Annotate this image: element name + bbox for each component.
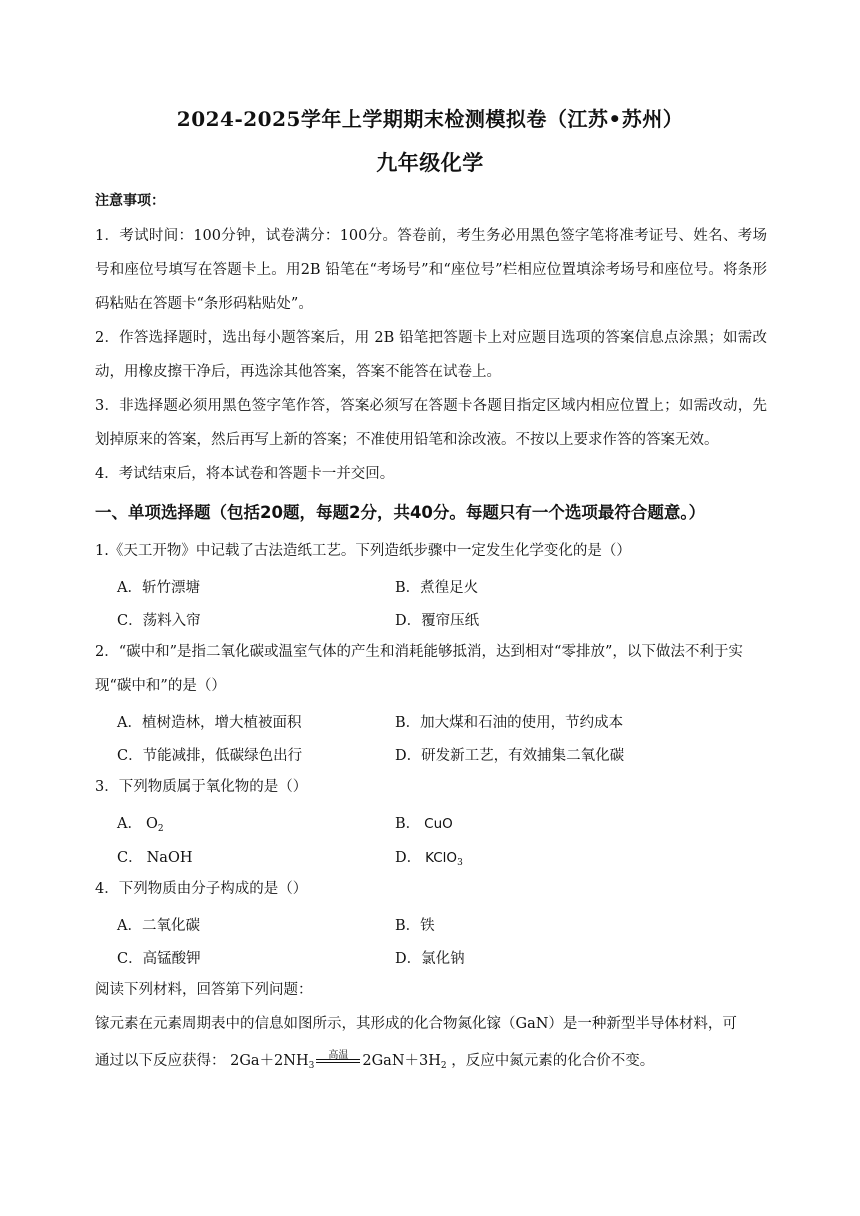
- formula-subscript: 2: [157, 824, 164, 834]
- equation-products: 2GaN＋3H: [362, 1053, 441, 1069]
- reading-line-2: [95, 1047, 767, 1080]
- reading-line-1: 镓元素在元素周期表中的信息如图所示，其形成的化合物氮化镓（GaN）是一种新型半导体材料，可: [95, 1016, 737, 1032]
- formula-subscript: 2: [440, 1061, 447, 1071]
- chemical-formula: CuO: [424, 816, 453, 832]
- note-item-2: 2．作答选择题时，选出每小题答案后，用 2B 铅笔把答题卡上对应题目选项的答案信息点涂黑；如需改动，用橡皮擦干净后，再选涂其他答案，答案不能答在试卷上。: [95, 330, 767, 380]
- question-4-option-a: A．二氧化碳: [117, 918, 200, 934]
- reading-intro: 阅读下列材料，回答第下列问题：: [95, 982, 313, 998]
- equation-reactants: 2Ga＋2NH: [230, 1053, 309, 1069]
- notes-heading: 注意事项：: [95, 193, 165, 209]
- question-2-option-b: B．加大煤和石油的使用，节约成本: [395, 715, 624, 731]
- question-4-stem: 4．下列物质由分子构成的是（）: [95, 881, 308, 897]
- reaction-condition-arrow: [316, 1050, 360, 1068]
- chemical-formula: KClO: [425, 850, 458, 866]
- question-2-stem: 2．“碳中和”是指二氧化碳或温室气体的产生和消耗能够抵消，达到相对“零排放”，以下做法不利于实现“碳中和”的是（）: [95, 644, 743, 694]
- question-1-option-c: C．荡料入帘: [117, 613, 201, 629]
- chemical-formula: O: [145, 816, 158, 832]
- question-4-option-c: C．高锰酸钾: [117, 951, 201, 967]
- option-letter: C．: [117, 850, 143, 866]
- question-3-stem: 3．下列物质属于氧化物的是（）: [95, 779, 308, 795]
- question-2-option-a: A．植树造林，增大植被面积: [117, 715, 302, 731]
- option-letter: B．: [395, 816, 421, 832]
- exam-subtitle: 九年级化学: [376, 150, 484, 175]
- note-item-1: 1．考试时间：100分钟，试卷满分：100分。答卷前，考生务必用黑色签字笔将准考证号、姓名、考场号和座位号填写在答题卡上。用2B 铅笔在“考场号”和“座位号”栏相应位置填涂考场号和座位号。将条形码粘贴在答题卡“条形码粘贴处”。: [95, 228, 767, 312]
- option-letter: D．: [395, 850, 422, 866]
- question-1-option-a: A．斩竹漂塘: [117, 580, 200, 596]
- question-1-option-d: D．覆帘压纸: [395, 613, 480, 629]
- reading-line-2-suffix: ，反应中氮元素的化合价不变。: [451, 1053, 655, 1069]
- note-item-3: 3．非选择题必须用黑色签字笔作答，答案必须写在答题卡各题目指定区域内相应位置上；如需改动，先划掉原来的答案，然后再写上新的答案；不准使用铅笔和涂改液。不按以上要求作答的答案无效。: [95, 398, 767, 448]
- question-3-option-c: [117, 846, 192, 867]
- question-2-option-c: C．节能减排，低碳绿色出行: [117, 748, 303, 764]
- section-heading: 一、单项选择题（包括20题，每题2分，共40分。每题只有一个选项最符合题意。）: [95, 503, 706, 522]
- question-3-option-b: [395, 812, 453, 833]
- question-1-option-b: B．煮徨足火: [395, 580, 479, 596]
- question-3-option-a: [117, 812, 164, 834]
- formula-subscript: 3: [308, 1061, 315, 1071]
- chemical-formula: NaOH: [146, 850, 193, 866]
- reading-line-2-prefix: 通过以下反应获得：: [95, 1053, 226, 1069]
- exam-title: 2024-2025学年上学期期末检测模拟卷（江苏•苏州）: [176, 107, 684, 131]
- reaction-condition: 高温: [328, 1050, 349, 1061]
- question-4-option-d: D．氯化钠: [395, 951, 465, 967]
- question-2-option-d: D．研发新工艺，有效捕集二氧化碳: [395, 748, 625, 764]
- option-letter: A．: [117, 816, 142, 832]
- note-item-4: 4．考试结束后，将本试卷和答题卡一并交回。: [95, 466, 395, 482]
- question-1-stem: 1.《天工开物》中记载了古法造纸工艺。下列造纸步骤中一定发生化学变化的是（）: [95, 543, 631, 559]
- question-3-option-d: [395, 846, 463, 868]
- formula-subscript: 3: [457, 858, 463, 868]
- question-4-option-b: B．铁: [395, 918, 435, 934]
- reaction-equation: [230, 1050, 451, 1071]
